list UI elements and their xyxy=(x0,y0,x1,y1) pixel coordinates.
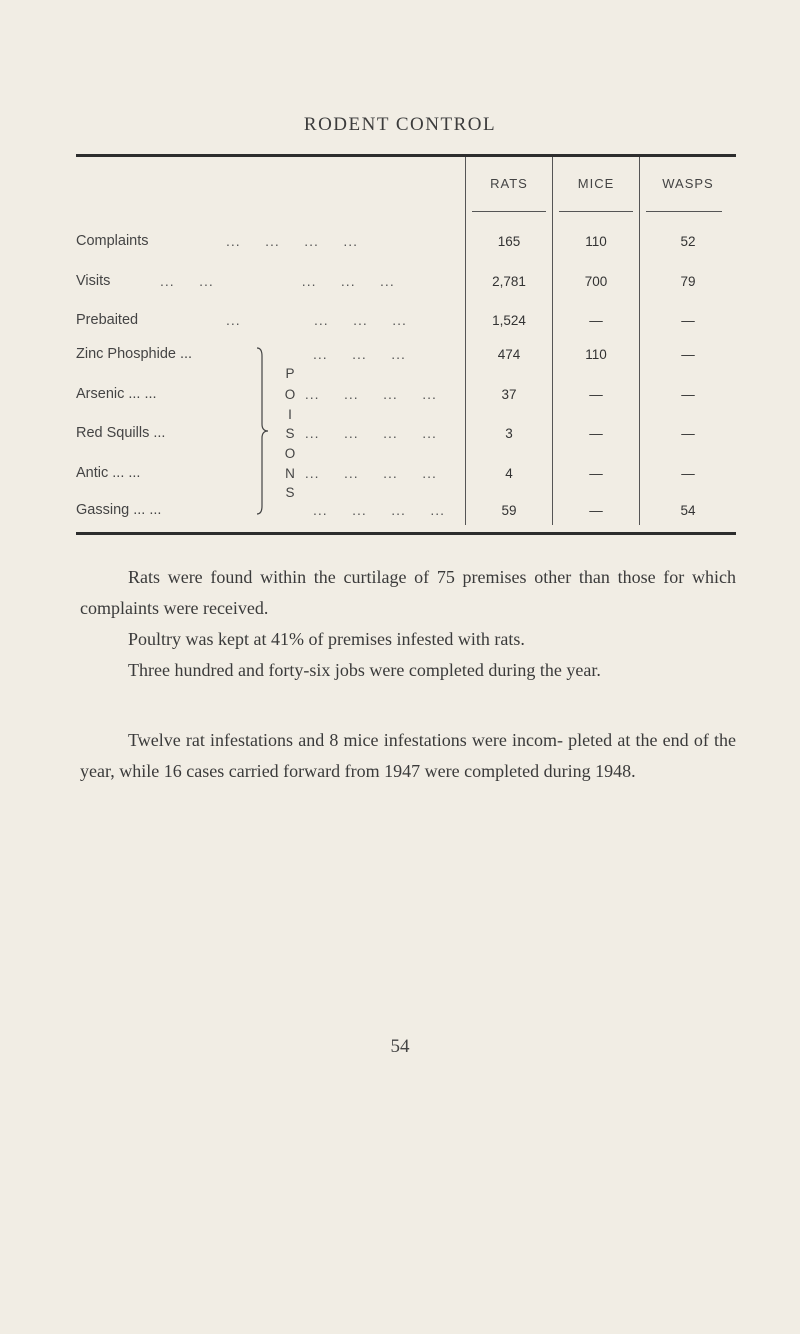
header-underline xyxy=(472,211,546,212)
poisons-letter: O xyxy=(284,446,296,461)
cell-arsenic-mice: — xyxy=(589,387,603,402)
paragraph-infestations: Twelve rat infestations and 8 mice infestations were incom- pleted at the end of the year, while 16 cases carried forward from 1947 were completed during 1948. xyxy=(80,730,736,781)
poisons-letter: S xyxy=(285,485,295,500)
leader-dots: ... ... ... ... xyxy=(300,425,437,441)
cell-gassing-wasps: 54 xyxy=(680,503,696,518)
row-label-prebaited: Prebaited xyxy=(76,312,139,328)
cell-prebaited-wasps: — xyxy=(681,313,695,328)
row-label-gassing: Gassing ... ... xyxy=(76,502,162,518)
cell-gassing-mice: — xyxy=(589,503,603,518)
page-number: 54 xyxy=(390,1036,410,1057)
row-label-antic: Antic ... ... xyxy=(76,465,141,481)
poisons-letter: I xyxy=(288,407,292,422)
paragraph-poultry: Poultry was kept at 41% of premises infested with rats. xyxy=(128,629,525,649)
column-header-mice: MICE xyxy=(577,176,615,191)
paragraph-rats-found: Rats were found within the curtilage of 75 premises other than those for which complaints were received. xyxy=(80,567,736,618)
cell-arsenic-wasps: — xyxy=(681,387,695,402)
cell-zinc-rats: 474 xyxy=(497,347,521,362)
leader-dots: ... ... ... ... ... xyxy=(160,273,395,289)
leader-dots: ... ... ... ... xyxy=(313,502,446,518)
cell-prebaited-rats: 1,524 xyxy=(492,313,526,328)
poisons-letter: S xyxy=(285,426,295,441)
leader-dots: ... ... ... xyxy=(313,346,406,362)
paragraph-jobs-completed: Three hundred and forty-six jobs were completed during the year. xyxy=(128,660,601,680)
row-label-arsenic: Arsenic ... ... xyxy=(76,386,157,402)
cell-prebaited-mice: — xyxy=(589,313,603,328)
leader-dots: ... ... ... ... xyxy=(300,386,437,402)
header-underline xyxy=(559,211,633,212)
table-bottom-rule xyxy=(76,532,736,535)
cell-visits-rats: 2,781 xyxy=(492,274,526,289)
leader-dots: ... ... ... ... xyxy=(226,233,359,249)
column-header-wasps: WASPS xyxy=(662,176,714,191)
header-underline xyxy=(646,211,722,212)
poisons-brace-icon xyxy=(256,346,270,516)
cell-complaints-mice: 110 xyxy=(585,234,607,249)
cell-visits-mice: 700 xyxy=(584,274,608,289)
row-label-complaints: Complaints xyxy=(76,233,149,249)
cell-squills-rats: 3 xyxy=(505,426,513,441)
poisons-letter: N xyxy=(285,466,295,481)
cell-complaints-wasps: 52 xyxy=(680,234,696,249)
row-label-red-squills: Red Squills ... xyxy=(76,425,166,441)
column-header-rats: RATS xyxy=(490,176,528,191)
cell-gassing-rats: 59 xyxy=(501,503,517,518)
cell-arsenic-rats: 37 xyxy=(501,387,517,402)
cell-antic-mice: — xyxy=(589,466,603,481)
leader-dots: ... ... ... ... xyxy=(300,465,437,481)
row-label-visits: Visits xyxy=(76,273,111,289)
cell-antic-rats: 4 xyxy=(505,466,513,481)
cell-squills-mice: — xyxy=(589,426,603,441)
cell-zinc-wasps: — xyxy=(681,347,695,362)
poisons-letter: P xyxy=(285,366,295,381)
cell-squills-wasps: — xyxy=(681,426,695,441)
cell-visits-wasps: 79 xyxy=(680,274,696,289)
cell-antic-wasps: — xyxy=(681,466,695,481)
cell-complaints-rats: 165 xyxy=(497,234,521,249)
leader-dots: ... ... ... ... xyxy=(226,312,407,328)
cell-zinc-mice: 110 xyxy=(585,347,607,362)
table-top-rule xyxy=(76,154,736,157)
row-label-zinc-phosphide: Zinc Phosphide ... xyxy=(76,346,193,362)
poisons-letter: O xyxy=(284,387,296,402)
page-title: RODENT CONTROL xyxy=(303,114,497,135)
